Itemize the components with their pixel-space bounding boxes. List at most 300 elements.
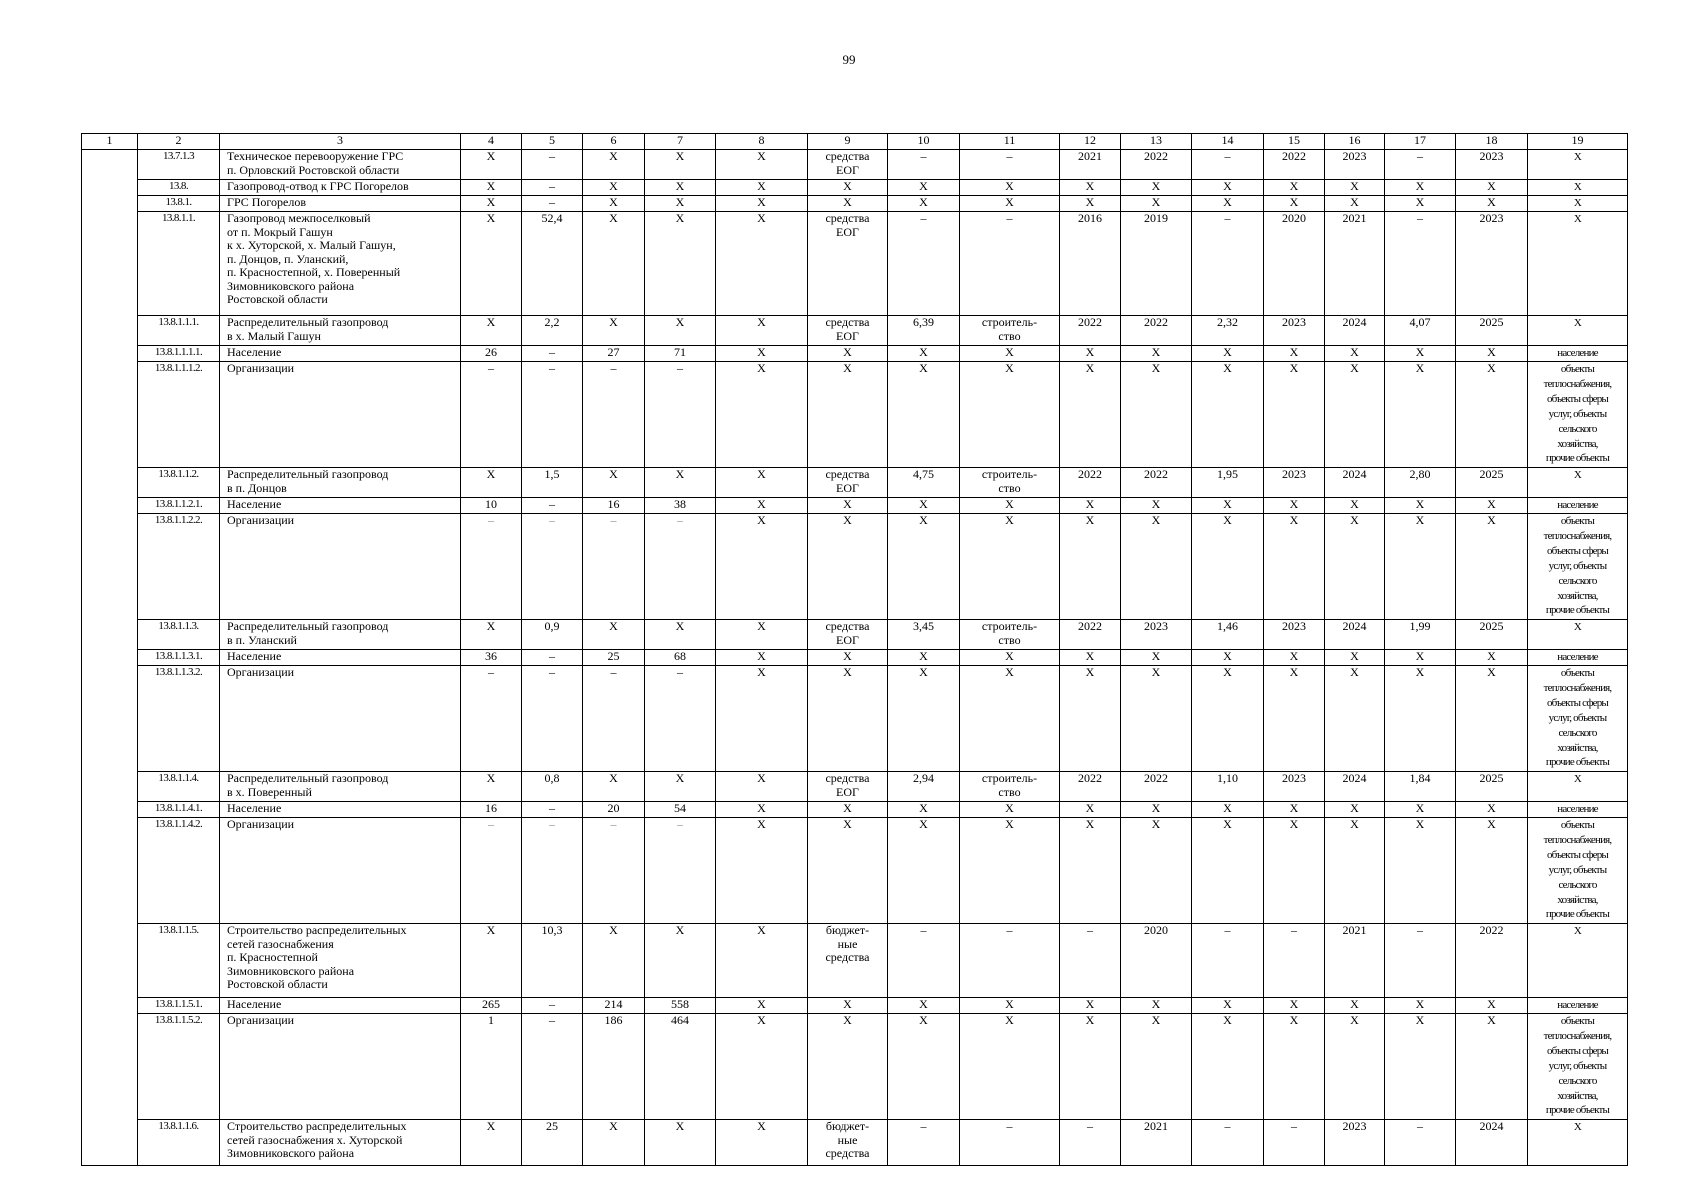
cell-col15: 2022	[1264, 150, 1325, 180]
cell-col5: 0,8	[522, 772, 583, 802]
cell-col15: 2023	[1264, 620, 1325, 650]
header-cell-col2: 2	[138, 134, 220, 150]
cell-col15: Х	[1264, 196, 1325, 212]
cell-col13: 2021	[1121, 1120, 1192, 1166]
header-cell-col9: 9	[808, 134, 888, 150]
table-row	[82, 468, 1628, 498]
cell-col16: Х	[1325, 998, 1385, 1014]
cell-col19: население	[1528, 998, 1628, 1014]
cell-col11: Х	[960, 666, 1060, 772]
cell-col6: 16	[583, 498, 645, 514]
cell-col17: Х	[1385, 1014, 1456, 1120]
cell-col10: Х	[888, 818, 960, 924]
cell-col12: Х	[1060, 650, 1121, 666]
cell-col16: 2021	[1325, 924, 1385, 998]
cell-col14: Х	[1192, 998, 1264, 1014]
cell-col7: Х	[645, 924, 716, 998]
table-row	[82, 1120, 1628, 1166]
cell-col16: Х	[1325, 802, 1385, 818]
cell-col15: Х	[1264, 180, 1325, 196]
cell-col3: Население	[220, 802, 461, 818]
page-number: 99	[842, 52, 856, 67]
cell-col10: Х	[888, 1014, 960, 1120]
cell-col8: Х	[716, 514, 808, 620]
cell-col2: 13.8.1.1.3.2.	[138, 666, 220, 772]
cell-col2: 13.8.1.1.	[138, 212, 220, 316]
cell-col16: Х	[1325, 498, 1385, 514]
cell-col7: 38	[645, 498, 716, 514]
cell-col15: 2023	[1264, 772, 1325, 802]
cell-col4: Х	[461, 772, 522, 802]
cell-col12: Х	[1060, 180, 1121, 196]
cell-col15: –	[1264, 1120, 1325, 1166]
cell-col12: 2022	[1060, 316, 1121, 346]
cell-col6: 214	[583, 998, 645, 1014]
cell-col7: 558	[645, 998, 716, 1014]
cell-col15: Х	[1264, 666, 1325, 772]
cell-col15: Х	[1264, 514, 1325, 620]
cell-col10: Х	[888, 346, 960, 362]
cell-col18: Х	[1456, 666, 1528, 772]
cell-col5: –	[522, 196, 583, 212]
cell-col3: Население	[220, 998, 461, 1014]
cell-col5: 1,5	[522, 468, 583, 498]
cell-col13: Х	[1121, 196, 1192, 212]
cell-col19: объекты теплоснабжения, объекты сферы услуг, объекты сельского хозяйства, прочие объекты	[1528, 362, 1628, 468]
cell-col8: Х	[716, 924, 808, 998]
cell-col11: Х	[960, 818, 1060, 924]
header-cell-col11: 11	[960, 134, 1060, 150]
cell-col17: 1,84	[1385, 772, 1456, 802]
cell-col8: Х	[716, 346, 808, 362]
header-cell-col8: 8	[716, 134, 808, 150]
cell-col12: 2016	[1060, 212, 1121, 316]
cell-col16: Х	[1325, 1014, 1385, 1120]
cell-col3: Организации	[220, 362, 461, 468]
cell-col7: Х	[645, 1120, 716, 1166]
cell-col13: Х	[1121, 180, 1192, 196]
header-cell-col19: 19	[1528, 134, 1628, 150]
cell-col16: 2021	[1325, 212, 1385, 316]
cell-col3: Техническое перевооружение ГРС п. Орловский Ростовской области	[220, 150, 461, 180]
cell-col14: –	[1192, 150, 1264, 180]
cell-col9: Х	[808, 818, 888, 924]
cell-col19: население	[1528, 498, 1628, 514]
cell-col5: –	[522, 802, 583, 818]
header-cell-col14: 14	[1192, 134, 1264, 150]
cell-col4: –	[461, 362, 522, 468]
cell-col18: 2022	[1456, 924, 1528, 998]
header-cell-col10: 10	[888, 134, 960, 150]
cell-col4: Х	[461, 924, 522, 998]
cell-col17: Х	[1385, 666, 1456, 772]
table-header	[82, 134, 1628, 150]
cell-col3: Население	[220, 650, 461, 666]
cell-col2: 13.8.1.1.3.1.	[138, 650, 220, 666]
cell-col4: Х	[461, 316, 522, 346]
cell-col4: 36	[461, 650, 522, 666]
cell-col9: Х	[808, 666, 888, 772]
cell-col7: Х	[645, 468, 716, 498]
cell-col13: 2022	[1121, 150, 1192, 180]
header-cell-col5: 5	[522, 134, 583, 150]
cell-col14: 1,46	[1192, 620, 1264, 650]
cell-col9: Х	[808, 1014, 888, 1120]
table-row	[82, 514, 1628, 620]
table-row	[82, 998, 1628, 1014]
cell-col16: Х	[1325, 666, 1385, 772]
header-cell-col17: 17	[1385, 134, 1456, 150]
cell-col9: средства ЕОГ	[808, 772, 888, 802]
cell-col18: 2023	[1456, 212, 1528, 316]
cell-col13: Х	[1121, 802, 1192, 818]
cell-col11: строитель- ство	[960, 468, 1060, 498]
cell-col13: Х	[1121, 346, 1192, 362]
cell-col5: 0,9	[522, 620, 583, 650]
cell-col10: Х	[888, 180, 960, 196]
cell-col16: Х	[1325, 362, 1385, 468]
cell-col14: 2,32	[1192, 316, 1264, 346]
cell-col17: Х	[1385, 196, 1456, 212]
cell-col14: Х	[1192, 666, 1264, 772]
cell-col8: Х	[716, 802, 808, 818]
cell-col12: 2022	[1060, 772, 1121, 802]
cell-col7: Х	[645, 620, 716, 650]
cell-col15: Х	[1264, 346, 1325, 362]
cell-col17: –	[1385, 1120, 1456, 1166]
cell-col6: –	[583, 666, 645, 772]
cell-col14: 1,95	[1192, 468, 1264, 498]
cell-col9: средства ЕОГ	[808, 316, 888, 346]
cell-col6: Х	[583, 180, 645, 196]
cell-col14: Х	[1192, 180, 1264, 196]
cell-col19: Х	[1528, 1120, 1628, 1166]
cell-col4: Х	[461, 620, 522, 650]
cell-col9: Х	[808, 362, 888, 468]
table-row	[82, 150, 1628, 180]
cell-col2: 13.8.1.1.1.2.	[138, 362, 220, 468]
table-row	[82, 650, 1628, 666]
cell-col5: –	[522, 346, 583, 362]
cell-col5: –	[522, 666, 583, 772]
cell-col11: Х	[960, 196, 1060, 212]
cell-col4: Х	[461, 1120, 522, 1166]
cell-col6: Х	[583, 150, 645, 180]
cell-col19: Х	[1528, 316, 1628, 346]
cell-col10: Х	[888, 514, 960, 620]
cell-col2: 13.8.1.1.1.	[138, 316, 220, 346]
cell-col11: Х	[960, 180, 1060, 196]
cell-col16: 2024	[1325, 772, 1385, 802]
table-row	[82, 666, 1628, 772]
cell-col2: 13.8.1.1.5.1.	[138, 998, 220, 1014]
cell-col18: Х	[1456, 498, 1528, 514]
cell-col9: средства ЕОГ	[808, 212, 888, 316]
cell-col16: 2024	[1325, 468, 1385, 498]
header-cell-col6: 6	[583, 134, 645, 150]
table-row	[82, 316, 1628, 346]
cell-col7: –	[645, 514, 716, 620]
cell-col3: Распределительный газопровод в х. Поверенный	[220, 772, 461, 802]
cell-col13: 2023	[1121, 620, 1192, 650]
cell-col10: 6,39	[888, 316, 960, 346]
cell-col12: Х	[1060, 346, 1121, 362]
cell-col15: 2020	[1264, 212, 1325, 316]
cell-col11: –	[960, 924, 1060, 998]
cell-col6: –	[583, 818, 645, 924]
cell-col15: Х	[1264, 498, 1325, 514]
cell-col8: Х	[716, 818, 808, 924]
cell-col7: Х	[645, 196, 716, 212]
cell-col5: –	[522, 180, 583, 196]
cell-col7: Х	[645, 316, 716, 346]
header-cell-col7: 7	[645, 134, 716, 150]
cell-col12: –	[1060, 924, 1121, 998]
cell-col10: Х	[888, 802, 960, 818]
cell-col14: –	[1192, 212, 1264, 316]
cell-col6: Х	[583, 1120, 645, 1166]
cell-col7: Х	[645, 180, 716, 196]
cell-col19: Х	[1528, 772, 1628, 802]
cell-col3: ГРС Погорелов	[220, 196, 461, 212]
cell-col8: Х	[716, 196, 808, 212]
cell-col10: –	[888, 212, 960, 316]
cell-col8: Х	[716, 1120, 808, 1166]
table-row	[82, 362, 1628, 468]
cell-col4: –	[461, 818, 522, 924]
cell-col7: 54	[645, 802, 716, 818]
cell-col4: Х	[461, 180, 522, 196]
cell-col6: Х	[583, 316, 645, 346]
cell-col19: Х	[1528, 212, 1628, 316]
cell-col14: –	[1192, 1120, 1264, 1166]
cell-col5: 52,4	[522, 212, 583, 316]
cell-col2: 13.8.1.1.2.2.	[138, 514, 220, 620]
cell-col18: Х	[1456, 514, 1528, 620]
cell-col19: Х	[1528, 468, 1628, 498]
cell-col17: Х	[1385, 998, 1456, 1014]
cell-col16: Х	[1325, 196, 1385, 212]
cell-col13: Х	[1121, 650, 1192, 666]
cell-col6: –	[583, 362, 645, 468]
cell-col17: 2,80	[1385, 468, 1456, 498]
cell-col4: 265	[461, 998, 522, 1014]
cell-col13: Х	[1121, 514, 1192, 620]
cell-col2: 13.8.1.1.4.2.	[138, 818, 220, 924]
cell-col11: строитель- ство	[960, 772, 1060, 802]
cell-col6: Х	[583, 924, 645, 998]
cell-col4: 26	[461, 346, 522, 362]
cell-col18: 2025	[1456, 772, 1528, 802]
cell-col17: Х	[1385, 180, 1456, 196]
cell-col10: –	[888, 1120, 960, 1166]
cell-col13: Х	[1121, 818, 1192, 924]
cell-col2: 13.8.1.1.3.	[138, 620, 220, 650]
cell-col15: Х	[1264, 802, 1325, 818]
cell-col2: 13.8.	[138, 180, 220, 196]
cell-col17: Х	[1385, 514, 1456, 620]
cell-col17: –	[1385, 924, 1456, 998]
cell-col13: Х	[1121, 1014, 1192, 1120]
cell-col9: Х	[808, 650, 888, 666]
cell-col5: 2,2	[522, 316, 583, 346]
cell-col9: средства ЕОГ	[808, 620, 888, 650]
cell-col15: –	[1264, 924, 1325, 998]
cell-col3: Организации	[220, 514, 461, 620]
cell-col13: 2022	[1121, 468, 1192, 498]
cell-col8: Х	[716, 666, 808, 772]
table-row	[82, 180, 1628, 196]
cell-col13: 2020	[1121, 924, 1192, 998]
table-row	[82, 620, 1628, 650]
cell-col6: 27	[583, 346, 645, 362]
cell-col3: Организации	[220, 818, 461, 924]
cell-col9: Х	[808, 998, 888, 1014]
cell-col12: Х	[1060, 514, 1121, 620]
cell-col10: 2,94	[888, 772, 960, 802]
cell-col11: –	[960, 1120, 1060, 1166]
cell-col16: Х	[1325, 818, 1385, 924]
cell-col16: 2023	[1325, 150, 1385, 180]
cell-col3: Распределительный газопровод в х. Малый Гашун	[220, 316, 461, 346]
cell-col8: Х	[716, 150, 808, 180]
cell-col10: Х	[888, 498, 960, 514]
cell-col12: Х	[1060, 802, 1121, 818]
cell-col11: Х	[960, 998, 1060, 1014]
cell-col14: Х	[1192, 362, 1264, 468]
cell-col7: 464	[645, 1014, 716, 1120]
cell-col19: Х	[1528, 180, 1628, 196]
cell-col19: объекты теплоснабжения, объекты сферы услуг, объекты сельского хозяйства, прочие объекты	[1528, 514, 1628, 620]
cell-col18: Х	[1456, 998, 1528, 1014]
cell-col7: 71	[645, 346, 716, 362]
cell-col4: Х	[461, 212, 522, 316]
cell-col14: Х	[1192, 346, 1264, 362]
cell-col14: Х	[1192, 514, 1264, 620]
cell-col8: Х	[716, 998, 808, 1014]
cell-col6: 186	[583, 1014, 645, 1120]
cell-col9: Х	[808, 514, 888, 620]
cell-col19: население	[1528, 650, 1628, 666]
cell-col15: Х	[1264, 650, 1325, 666]
cell-col14: 1,10	[1192, 772, 1264, 802]
cell-col17: Х	[1385, 346, 1456, 362]
cell-col8: Х	[716, 362, 808, 468]
cell-col15: 2023	[1264, 468, 1325, 498]
cell-col12: 2022	[1060, 620, 1121, 650]
cell-col10: Х	[888, 362, 960, 468]
table-row	[82, 346, 1628, 362]
table-row	[82, 212, 1628, 316]
cell-col9: бюджет- ные средства	[808, 1120, 888, 1166]
cell-col13: Х	[1121, 362, 1192, 468]
cell-col13: Х	[1121, 498, 1192, 514]
cell-col2: 13.8.1.1.2.	[138, 468, 220, 498]
cell-col14: Х	[1192, 196, 1264, 212]
header-cell-col4: 4	[461, 134, 522, 150]
cell-col2: 13.8.1.1.5.2.	[138, 1014, 220, 1120]
cell-col9: Х	[808, 802, 888, 818]
header-cell-col12: 12	[1060, 134, 1121, 150]
cell-col19: Х	[1528, 924, 1628, 998]
cell-col2: 13.8.1.1.1.1.	[138, 346, 220, 362]
cell-col14: Х	[1192, 818, 1264, 924]
cell-col4: –	[461, 666, 522, 772]
cell-col4: 1	[461, 1014, 522, 1120]
cell-col2: 13.8.1.1.5.	[138, 924, 220, 998]
cell-col8: Х	[716, 180, 808, 196]
cell-col10: 3,45	[888, 620, 960, 650]
cell-col12: Х	[1060, 362, 1121, 468]
cell-col3: Строительство распределительных сетей газоснабжения п. Красностепной Зимовниковского района Ростовской области	[220, 924, 461, 998]
cell-col3: Строительство распределительных сетей газоснабжения х. Хуторской Зимовниковского района	[220, 1120, 461, 1166]
cell-col2: 13.7.1.3	[138, 150, 220, 180]
cell-col9: Х	[808, 498, 888, 514]
cell-col5: 25	[522, 1120, 583, 1166]
cell-col9: бюджет- ные средства	[808, 924, 888, 998]
cell-col16: 2023	[1325, 1120, 1385, 1166]
cell-col5: –	[522, 498, 583, 514]
cell-col8: Х	[716, 498, 808, 514]
cell-col13: Х	[1121, 998, 1192, 1014]
table-row	[82, 818, 1628, 924]
cell-col11: Х	[960, 346, 1060, 362]
cell-col3: Население	[220, 346, 461, 362]
header-cell-col18: 18	[1456, 134, 1528, 150]
cell-col11: Х	[960, 802, 1060, 818]
cell-col12: 2022	[1060, 468, 1121, 498]
table-row	[82, 772, 1628, 802]
cell-col18: 2025	[1456, 620, 1528, 650]
cell-col16: Х	[1325, 180, 1385, 196]
cell-col7: Х	[645, 150, 716, 180]
cell-col19: объекты теплоснабжения, объекты сферы услуг, объекты сельского хозяйства, прочие объекты	[1528, 818, 1628, 924]
cell-col18: 2025	[1456, 468, 1528, 498]
cell-col7: –	[645, 362, 716, 468]
cell-col6: Х	[583, 196, 645, 212]
cell-col4: Х	[461, 468, 522, 498]
cell-col18: Х	[1456, 180, 1528, 196]
cell-col13: 2022	[1121, 772, 1192, 802]
cell-col12: Х	[1060, 1014, 1121, 1120]
cell-col5: –	[522, 998, 583, 1014]
cell-col2: 13.8.1.1.4.1.	[138, 802, 220, 818]
cell-col13: 2022	[1121, 316, 1192, 346]
cell-col7: –	[645, 666, 716, 772]
cell-col5: –	[522, 1014, 583, 1120]
table-row	[82, 924, 1628, 998]
cell-col9: Х	[808, 346, 888, 362]
cell-col4: Х	[461, 150, 522, 180]
cell-col18: 2024	[1456, 1120, 1528, 1166]
cell-col18: 2025	[1456, 316, 1528, 346]
cell-col7: Х	[645, 772, 716, 802]
cell-col9: Х	[808, 180, 888, 196]
cell-col8: Х	[716, 1014, 808, 1120]
cell-col18: Х	[1456, 1014, 1528, 1120]
cell-col17: Х	[1385, 498, 1456, 514]
cell-col15: 2023	[1264, 316, 1325, 346]
cell-col16: 2024	[1325, 316, 1385, 346]
cell-col12: Х	[1060, 818, 1121, 924]
header-cell-col3: 3	[220, 134, 461, 150]
cell-col12: Х	[1060, 498, 1121, 514]
cell-col14: Х	[1192, 802, 1264, 818]
cell-col6: 25	[583, 650, 645, 666]
cell-col5: –	[522, 514, 583, 620]
cell-col5: –	[522, 150, 583, 180]
cell-col8: Х	[716, 212, 808, 316]
